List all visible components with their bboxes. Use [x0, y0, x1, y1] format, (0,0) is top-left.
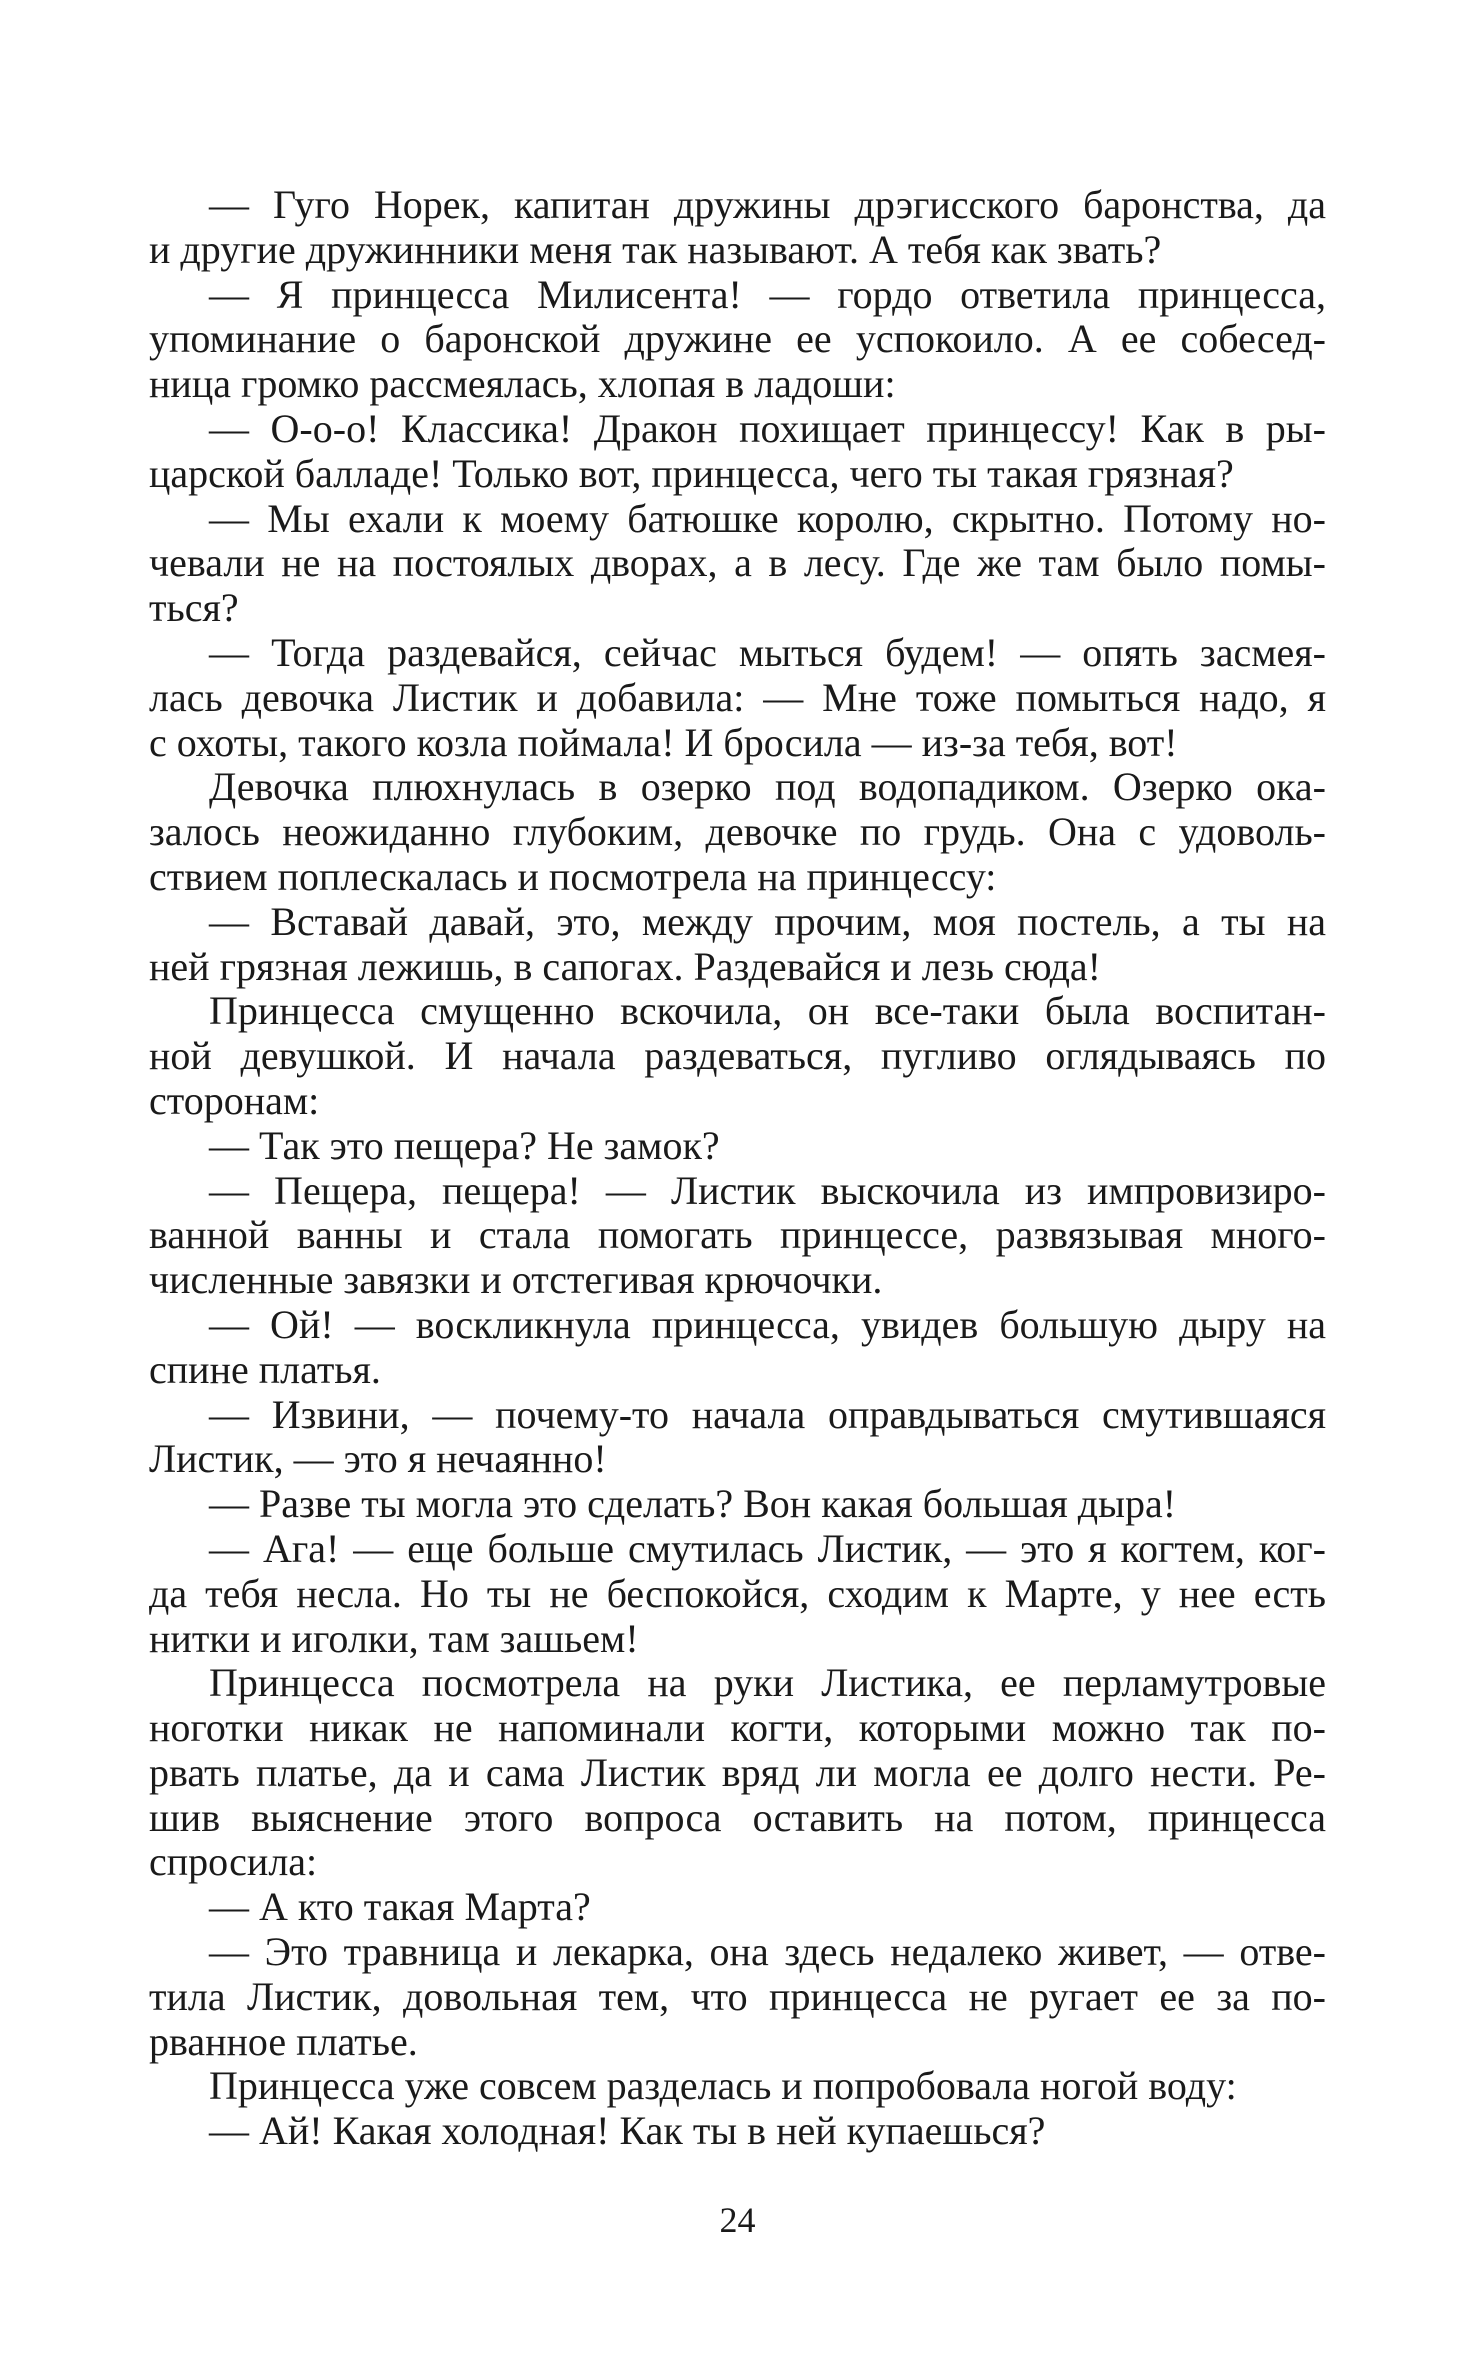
text-line: — Ай! Какая холодная! Как ты в ней купаешься?	[209, 2108, 1046, 2154]
text-line: упоминание о баронской дружине ее успокоило. А ее собесед-	[149, 316, 1326, 362]
text-line: чевали не на постоялых дворах, а в лесу. Где же там было помы-	[149, 540, 1326, 586]
text-line: — Тогда раздевайся, сейчас мыться будем! — опять засмея-	[209, 629, 1326, 675]
text-line: — А кто такая Марта?	[209, 1884, 591, 1930]
text-line: — Ой! — воскликнула принцесса, увидев большую дыру на	[209, 1301, 1326, 1347]
text-line: шив выяснение этого вопроса оставить на потом, принцесса	[149, 1794, 1326, 1840]
text-line: численные завязки и отстегивая крючочки.	[149, 1257, 883, 1303]
text-line: Принцесса посмотрела на руки Листика, ее перламутровые	[209, 1660, 1326, 1706]
text-line: — Так это пещера? Не замок?	[209, 1122, 720, 1168]
text-line: рвать платье, да и сама Листик вряд ли могла ее долго нести. Ре-	[149, 1749, 1326, 1795]
text-line: ной девушкой. И начала раздеваться, пугливо оглядываясь по	[149, 1033, 1326, 1079]
text-line: — Гуго Норек, капитан дружины дрэгисского баронства, да	[209, 182, 1326, 227]
text-line: Девочка плюхнулась в озерко под водопадиком. Озерко ока-	[209, 764, 1326, 810]
text-line: Принцесса смущенно вскочила, он все-таки была воспитан-	[209, 988, 1326, 1034]
text-line: — О-о-о! Классика! Дракон похищает принцессу! Как в ры-	[209, 405, 1326, 451]
text-line: ванной ванны и стала помогать принцессе, развязывая много-	[149, 1212, 1326, 1258]
text-line: нитки и иголки, там зашьем!	[149, 1615, 639, 1661]
text-line: — Вставай давай, это, между прочим, моя постель, а ты на	[209, 898, 1326, 944]
page-number: 24	[719, 2200, 756, 2240]
text-line: ствием поплескалась и посмотрела на принцессу:	[149, 853, 997, 899]
text-line: — Извини, — почему-то начала оправдываться смутившаяся	[209, 1391, 1326, 1437]
text-line: — Я принцесса Милисента! — гордо ответила принцесса,	[209, 271, 1326, 317]
text-line: ться?	[149, 585, 239, 631]
text-line: лась девочка Листик и добавила: — Мне тоже помыться надо, я	[149, 674, 1326, 720]
text-line: — Пещера, пещера! — Листик выскочила из импровизиро-	[209, 1167, 1326, 1213]
text-line: ней грязная лежишь, в сапогах. Раздевайся и лезь сюда!	[149, 943, 1101, 989]
text-line: ноготки никак не напоминали когти, которыми можно так по-	[149, 1705, 1326, 1751]
text-line: да тебя несла. Но ты не беспокойся, сходим к Марте, у нее есть	[149, 1570, 1326, 1616]
text-line: спине платья.	[149, 1346, 381, 1392]
text-line: спросила:	[149, 1839, 318, 1885]
body-text	[149, 183, 1326, 2154]
text-line: рванное платье.	[149, 2018, 418, 2064]
text-line: — Ага! — еще больше смутилась Листик, — это я когтем, ког-	[209, 1525, 1326, 1571]
text-line: с охоты, такого козла поймала! И бросила — из-за тебя, вот!	[149, 719, 1178, 765]
text-line: залось неожиданно глубоким, девочке по грудь. Она с удоволь-	[149, 809, 1326, 855]
text-line: — Разве ты могла это сделать? Вон какая большая дыра!	[209, 1481, 1177, 1527]
text-line: сторонам:	[149, 1077, 320, 1123]
text-line: ница громко рассмеялась, хлопая в ладоши:	[149, 361, 896, 407]
text-line: Принцесса уже совсем разделась и попробовала ногой воду:	[209, 2063, 1237, 2109]
text-line: тила Листик, довольная тем, что принцесса не ругает ее за по-	[149, 1973, 1326, 2019]
text-line: — Мы ехали к моему батюшке королю, скрытно. Потому но-	[209, 495, 1326, 541]
text-line: и другие дружинники меня так называют. А тебя как звать?	[149, 226, 1162, 272]
text-line: — Это травница и лекарка, она здесь недалеко живет, — отве-	[209, 1929, 1326, 1975]
text-line: царской балладе! Только вот, принцесса, чего ты такая грязная?	[149, 450, 1234, 496]
text-line: Листик, — это я нечаянно!	[149, 1436, 607, 1482]
